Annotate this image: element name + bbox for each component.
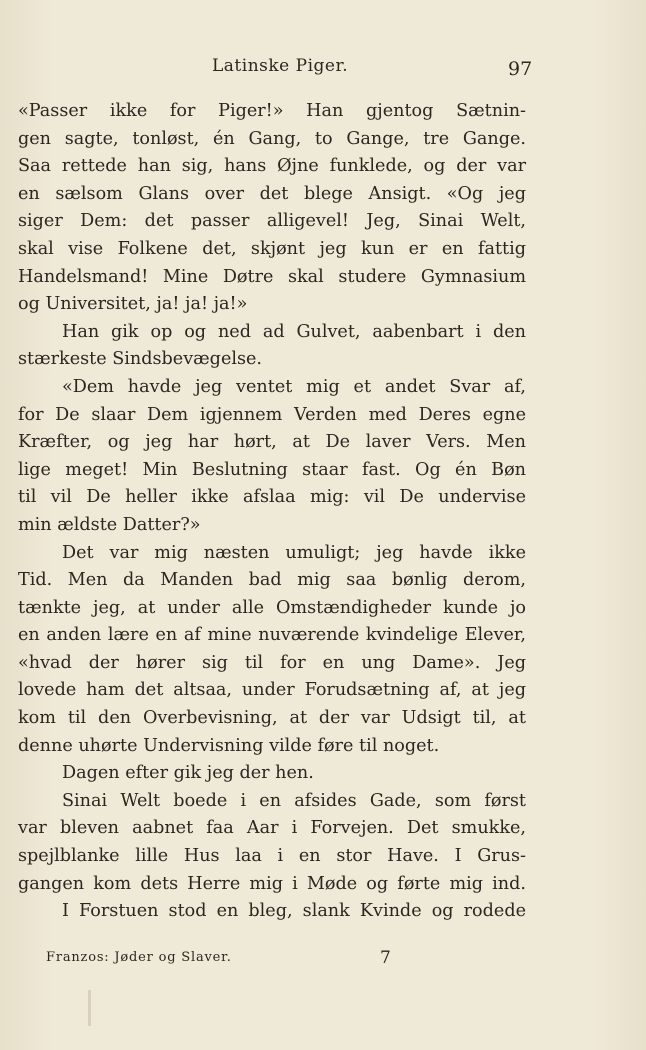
page-header	[0, 56, 646, 86]
page-footer	[0, 948, 646, 972]
paper-mark	[88, 990, 91, 1026]
running-title: Latinske Piger.	[212, 56, 349, 76]
text-line: og Universitet, ja! ja! ja!»	[18, 294, 248, 315]
text-line: en sælsom Glans over det blege Ansigt. «Og jeg	[18, 183, 526, 204]
text-line: gen sagte, tonløst, én Gang, to Gange, tre Gange.	[18, 128, 526, 149]
text-line: Saa rettede han sig, hans Øjne funklede, og der var	[18, 156, 526, 177]
text-line: stærkeste Sindsbevægelse.	[18, 349, 263, 370]
sheet-mark: 7	[380, 948, 391, 968]
text-line: Dagen efter gik jeg der hen.	[62, 763, 314, 784]
text-line: I Forstuen stod en bleg, slank Kvinde og rodede	[62, 901, 526, 922]
text-line: skal vise Folkene det, skjønt jeg kun er en fattig	[18, 238, 526, 259]
text-line: siger Dem: det passer alligevel! Jeg, Sinai Welt,	[18, 211, 526, 232]
text-line: Kræfter, og jeg har hørt, at De laver Vers. Men	[18, 432, 526, 453]
text-line: Handelsmand! Mine Døtre skal studere Gymnasium	[18, 266, 526, 287]
text-line: for De slaar Dem igjennem Verden med Deres egne	[18, 404, 526, 425]
body-text	[18, 98, 526, 926]
text-line: gangen kom dets Herre mig i Møde og førte mig ind.	[18, 873, 526, 894]
text-line: en anden lære en af mine nuværende kvindelige Elever,	[18, 625, 526, 646]
text-line: «Dem havde jeg ventet mig et andet Svar af,	[62, 376, 526, 397]
text-line: denne uhørte Undervisning vilde føre til noget.	[18, 735, 440, 756]
text-line: spejlblanke lille Hus laa i en stor Have. I Grus-	[18, 846, 526, 867]
text-line: lige meget! Min Beslutning staar fast. Og én Bøn	[18, 459, 526, 480]
text-line: Det var mig næsten umuligt; jeg havde ikke	[62, 542, 526, 563]
text-line: Tid. Men da Manden bad mig saa bønlig derom,	[18, 570, 526, 591]
text-line: Sinai Welt boede i en afsides Gade, som først	[62, 790, 526, 811]
page-number: 97	[508, 58, 533, 80]
text-line: til vil De heller ikke afslaa mig: vil De undervise	[18, 487, 526, 508]
text-line: kom til den Overbevisning, at der var Udsigt til, at	[18, 708, 526, 729]
text-line: tænkte jeg, at under alle Omstændigheder kunde jo	[18, 597, 526, 618]
text-line: «hvad der hører sig til for en ung Dame». Jeg	[18, 652, 526, 673]
text-line: lovede ham det altsaa, under Forudsætning af, at jeg	[18, 680, 526, 701]
printer-signature: Franzos: Jøder og Slaver.	[46, 950, 232, 965]
text-line: var bleven aabnet faa Aar i Forvejen. Det smukke,	[18, 818, 526, 839]
text-line: Han gik op og ned ad Gulvet, aabenbart i den	[62, 321, 526, 342]
text-line: «Passer ikke for Piger!» Han gjentog Sætnin-	[18, 101, 526, 121]
text-line: min ældste Datter?»	[18, 514, 201, 535]
